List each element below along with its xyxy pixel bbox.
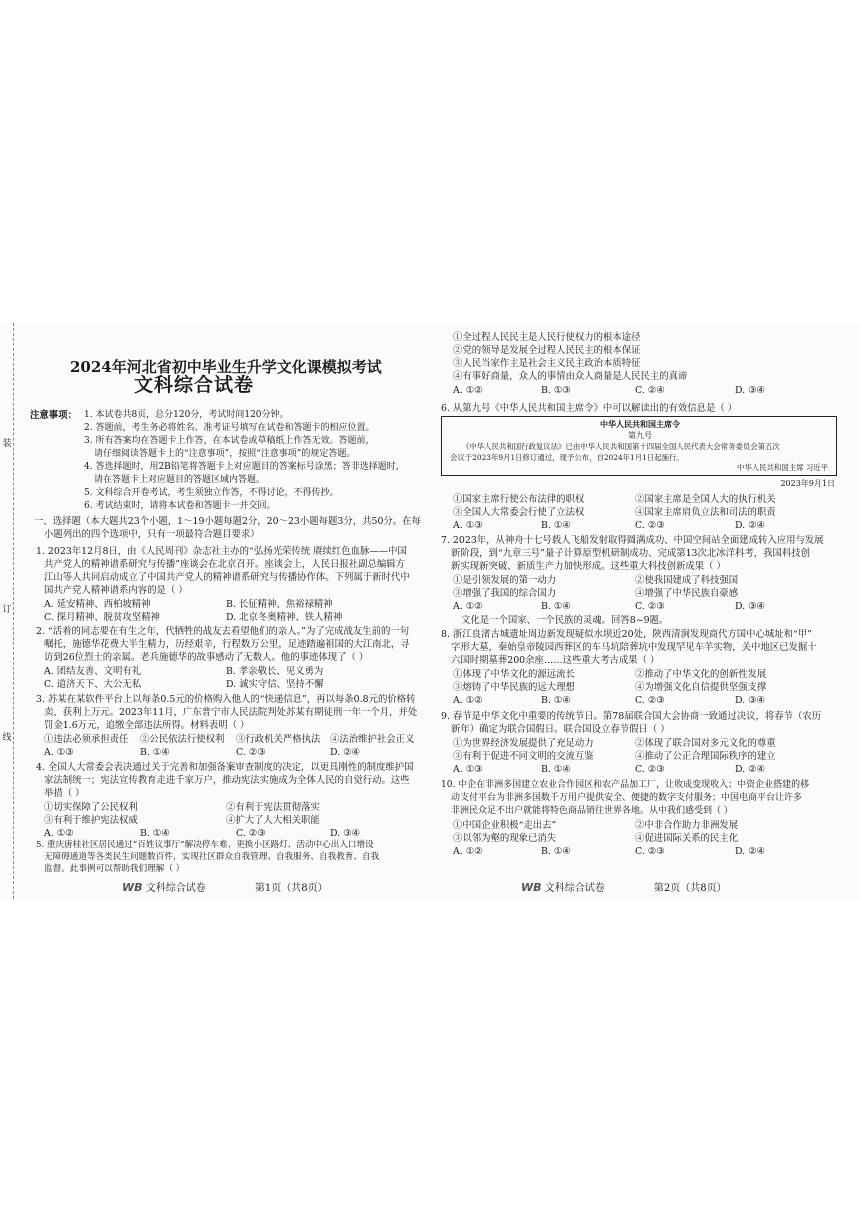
q8-statement-4: ④为增强文化自信提供坚强支撑 <box>635 682 767 693</box>
q4-line-2: 家法制统一；宪法宣传教育走进千家万户，推动宪法实施成为全体人民的自觉行动。这些 <box>44 775 410 786</box>
q5-statement-2: ②党的领导是发展全过程人民民主的根本保证 <box>453 345 641 356</box>
note-5: 5. 文科综合开卷考试，考生须独立作答，不得讨论，不得传抄。 <box>84 488 339 498</box>
q1-line-3: 江山等人共同启动成立了中国共产党人的精神谱系研究与传播协作体。下列属于新时代中 <box>44 572 410 583</box>
q3-line-1: 3. 苏某在某软件平台上以每条0.5元的价格购入他人的“快递信息”，再以每条0.8元的价格转 <box>36 694 416 705</box>
footer-page-number: 第2页（共8页） <box>653 883 727 894</box>
q1-line-1: 1. 2023年12月8日，由《人民周刊》杂志社主办的“弘扬光荣传统 赓续红色血脉——中国 <box>36 546 407 557</box>
q4-line-3: 举措（ ） <box>44 788 85 799</box>
note-1: 1. 本试卷共8页，总分120分，考试时间120分钟。 <box>84 410 289 420</box>
q7-option-b: B. ①④ <box>541 601 571 612</box>
decree-number: 第九号 <box>628 431 652 440</box>
q4-line-1: 4. 全国人大常委会表决通过关于完善和加强备案审查制度的决定，以更具刚性的制度维护国 <box>36 762 414 773</box>
decree-heading: 中华人民共和国主席令 <box>600 419 680 429</box>
q5-option-c: C. ②④ <box>635 385 665 396</box>
q7-statement-2: ②使我国建成了科技强国 <box>635 575 739 586</box>
q7-line-3: 新实现新突破、新质生产力加快形成。这些重大科技创新成果（ ） <box>451 561 726 572</box>
q2-line-2: 嘱托，施德华花费大半生精力，历经艰辛，行程数万公里，足迹踏遍祖国的大江南北，寻 <box>44 639 410 650</box>
q7-line-1: 7. 2023年，从神舟十七号载人飞船发射取得圆满成功、中国空间站全面建成转入应用与发展 <box>441 535 824 546</box>
q3-line-2: 卖，获利上万元。2023年11月，广东普宁市人民法院判处苏某有期徒刑一年一个月，并处 <box>44 707 418 718</box>
section-1-heading-2: 小题列出的四个选项中，只有一项最符合题目要求） <box>44 529 260 540</box>
q8-line-2: 字形大墓，秦始皇帝陵园西葬区的车马坑陪葬坑中发现罕见车羊实物，关中地区已发掘十 <box>451 642 817 653</box>
q8-option-d: D. ③④ <box>735 695 765 706</box>
q4-option-a: A. ①② <box>44 828 74 839</box>
decree-body-1: 《中华人民共和国行政复议法》已由中华人民共和国第十四届全国人民代表大会常务委员会第五次 <box>462 442 780 451</box>
q10-line-1: 10. 中企在非洲多国建立农业合作园区和农产品加工厂，让收成变现收入；中资企业搭建的移 <box>441 780 810 790</box>
q5-option-b: B. ①③ <box>541 385 571 396</box>
q6-option-b: B. ①④ <box>541 520 571 531</box>
q8-statement-2: ②推动了中华文化的创新性发展 <box>635 669 767 680</box>
q6-statement-3: ③全国人大常委会行使了立法权 <box>453 507 585 518</box>
note-4b: 请在答题卡上对应题目的答题区域内答题。 <box>94 475 266 485</box>
margin-word-zhuang: 装 <box>2 439 12 449</box>
decree-body-2: 会议于2023年9月1日修订通过，现予公布，自2024年1月1日起施行。 <box>450 453 684 462</box>
q6-option-d: D. ②④ <box>735 520 765 531</box>
q2-option-b: B. 孝亲敬长、见义勇为 <box>226 666 324 677</box>
q10-option-a: A. ①② <box>453 846 483 857</box>
q6-statement-2: ②国家主席是全国人大的执行机关 <box>635 494 776 505</box>
q8-option-b: B. ①④ <box>541 695 571 706</box>
q3-statement-4: ④法治维护社会正义 <box>330 734 415 745</box>
q3-statement-2: ②公民依法行使权利 <box>140 734 225 745</box>
q8-statement-3: ③熔铸了中华民族的远大理想 <box>453 682 575 693</box>
q7-option-c: C. ②③ <box>635 601 665 612</box>
q6-option-a: A. ①③ <box>453 520 483 531</box>
q9-statement-3: ③有利于促进不同文明的交流互鉴 <box>453 751 594 762</box>
q9-line-2: 新年）确定为联合国假日。联合国设立春节假日（ ） <box>451 724 670 735</box>
q8-option-a: A. ①② <box>453 695 483 706</box>
q5-statement-4: ④有事好商量，众人的事情由众人商量是人民民主的真谛 <box>453 371 688 382</box>
q4-statement-3: ③有利于维护宪法权威 <box>44 815 138 826</box>
q8-statement-1: ①体现了中华文化的源远流长 <box>453 669 575 680</box>
q7-option-a: A. ①② <box>453 601 483 612</box>
q7-statement-3: ③增强了我国的综合国力 <box>453 588 557 599</box>
presidential-decree-box <box>441 416 837 476</box>
footer-brand-logo: WB <box>521 881 542 894</box>
q4-statement-4: ④扩大了人大相关职能 <box>226 815 320 826</box>
q7-statement-4: ④增强了中华民族自豪感 <box>635 588 739 599</box>
decree-signer: 中华人民共和国主席 习近平 <box>736 463 828 472</box>
q7-option-d: D. ③④ <box>735 601 765 612</box>
section-1-heading: 一、选择题（本大题共23个小题，1～19小题每题2分，20～23小题每题3分，共50分。在每 <box>34 516 421 527</box>
page-2 <box>441 323 839 899</box>
q6-statement-4: ④国家主席肩负立法和司法的职责 <box>635 507 776 518</box>
notes-label: 注意事项： <box>30 410 77 421</box>
q5-option-a: A. ①② <box>453 385 483 396</box>
q2-line-3: 访到26位烈士的亲属。老兵施德华的故事感动了无数人。他的事迹体现了（ ） <box>44 652 369 663</box>
q7-line-2: 新阶段，到“九章三号”量子计算原型机研制成功、完成第13次北冰洋科考，我国科技创 <box>451 548 811 559</box>
note-4: 4. 答选择题时，用2B铅笔将答题卡上对应题目的答案标号涂黑；答非选择题时， <box>84 462 405 472</box>
exam-sheet <box>0 323 860 899</box>
margin-word-ding: 订 <box>2 605 12 615</box>
decree-date: 2023年9月1日 <box>780 479 835 488</box>
q3-option-c: C. ②③ <box>236 747 266 758</box>
q9-statement-1: ①为世界经济发展提供了充足动力 <box>453 738 594 749</box>
q8-line-3: 六国时期墓葬200余座……这些重大考古成果（ ） <box>451 655 660 666</box>
q2-option-a: A. 团结友善、文明有礼 <box>44 666 142 677</box>
q5-statement-3: ③人民当家作主是社会主义民主政治本质特征 <box>453 358 641 369</box>
q3-statement-3: ③行政机关严格执法 <box>236 734 321 745</box>
q4-option-c: C. ②③ <box>236 828 266 839</box>
q4-option-b: B. ①④ <box>140 828 170 839</box>
footer-exam-name: 文科综合试卷 <box>544 883 605 894</box>
note-3b: 请仔细阅读答题卡上的“注意事项”，按照“注意事项”的规定答题。 <box>94 449 356 459</box>
note-3: 3. 所有答案均在答题卡上作答，在本试卷或草稿纸上作答无效。答题前， <box>84 436 375 446</box>
q1-option-b: B. 长征精神、焦裕禄精神 <box>226 599 333 610</box>
q1-option-c: C. 探月精神、脱贫攻坚精神 <box>44 612 160 623</box>
q3-option-d: D. ②④ <box>330 747 360 758</box>
q9-statement-2: ②体现了联合国对多元文化的尊重 <box>635 738 776 749</box>
page-1-footer <box>122 879 328 894</box>
footer-exam-name: 文科综合试卷 <box>145 883 206 894</box>
q6-option-c: C. ②③ <box>635 520 665 531</box>
q7-statement-1: ①是引领发展的第一动力 <box>453 575 557 586</box>
q5-statement-1: ①全过程人民民主是人民行使权力的根本途径 <box>453 332 641 343</box>
q10-option-b: B. ①④ <box>541 846 571 857</box>
q4-option-d: D. ③④ <box>330 828 360 839</box>
q9-option-d: D. ②④ <box>735 764 765 775</box>
q10-option-d: D. ②④ <box>735 846 765 857</box>
q8-9-intro: 文化是一个国家、一个民族的灵魂。回答8~9题。 <box>461 615 669 626</box>
q4-statement-2: ②有利于宪法贯彻落实 <box>226 802 320 813</box>
binding-margin <box>0 323 14 899</box>
q10-line-3: 非洲民众足不出户就能将特色商品销往世界各地。从中我们感受到（ ） <box>451 806 733 816</box>
page-2-footer <box>521 879 727 894</box>
q10-statement-2: ②中非合作助力非洲发展 <box>635 820 739 831</box>
q5-line-2: 无障碍通道等各类民生问题数百件，实现社区群众自我管理、自我服务、自我教育、自我 <box>44 852 380 862</box>
q9-option-b: B. ①④ <box>541 764 571 775</box>
q1-option-a: A. 延安精神、西柏坡精神 <box>44 599 151 610</box>
q10-statement-4: ④促进国际关系的民主化 <box>635 833 739 844</box>
q10-statement-1: ①中国企业积极“走出去” <box>453 820 557 831</box>
q1-line-2: 共产党人的精神谱系研究与传播”座谈会在北京召开。座谈会上，人民日报社副总编辑方 <box>44 559 406 570</box>
q2-option-c: C. 道济天下、大公无私 <box>44 679 142 690</box>
exam-title: 2024年河北省初中毕业生升学文化课模拟考试 <box>70 358 382 376</box>
q6-stem: 6. 从第九号《中华人民共和国主席令》中可以解读出的有效信息是（ ） <box>441 403 738 414</box>
q1-line-4: 国共产党人精神谱系内容的是（ ） <box>44 585 188 596</box>
q3-option-a: A. ①③ <box>44 747 74 758</box>
margin-word-xian: 线 <box>2 733 12 743</box>
q10-line-2: 动支付平台为非洲多国数千万用户提供安全、便捷的数字支付服务；中国电商平台让许多 <box>451 793 803 803</box>
footer-page-number: 第1页（共8页） <box>254 883 328 894</box>
q4-statement-1: ①切实保障了公民权利 <box>44 802 138 813</box>
q6-statement-1: ①国家主席行使公布法律的职权 <box>453 494 585 505</box>
note-2: 2. 答题前，考生务必将姓名、准考证号填写在试卷和答题卡的相应位置。 <box>84 423 375 433</box>
q2-line-1: 2. “活着的同志要在有生之年，代牺牲的战友去看望他们的亲人。”为了完成战友生前的一句 <box>36 626 410 637</box>
q8-option-c: C. ②③ <box>635 695 665 706</box>
q10-option-c: C. ②③ <box>635 846 665 857</box>
q9-line-1: 9. 春节是中华文化中重要的传统节日。第78届联合国大会协商一致通过决议，将春节（农历 <box>441 711 822 722</box>
q8-line-1: 8. 浙江良渚古城遗址周边新发现疑似水坝近20处，陕西清涧发现商代方国中心城址和“甲” <box>441 629 812 640</box>
q9-statement-4: ④推动了公正合理国际秩序的建立 <box>635 751 776 762</box>
q3-option-b: B. ①④ <box>140 747 170 758</box>
q5-line-3: 监督。此事例可以帮助我们理解（ ） <box>44 864 185 874</box>
q1-option-d: D. 北京冬奥精神、铁人精神 <box>226 612 343 623</box>
q3-line-3: 罚金1.6万元，追缴全部违法所得。材料表明（ ） <box>44 720 250 731</box>
q2-option-d: D. 诚实守信、坚持不懈 <box>226 679 324 690</box>
footer-brand-logo: WB <box>122 881 143 894</box>
q5-line-1: 5. 重庆唐桂社区居民通过“百姓议事厅”解决停车难、更换小区路灯、活动中心出入口增设 <box>36 840 374 850</box>
page-1 <box>30 323 422 899</box>
q3-statement-1: ①违法必须承担责任 <box>44 734 129 745</box>
q9-option-c: C. ②③ <box>635 764 665 775</box>
q5-option-d: D. ③④ <box>735 385 765 396</box>
q9-option-a: A. ①③ <box>453 764 483 775</box>
exam-subtitle: 文科综合试卷 <box>134 374 255 396</box>
q10-statement-3: ③以邻为壑的现象已消失 <box>453 833 557 844</box>
note-6: 6. 考试结束时，请将本试卷和答题卡一并交回。 <box>84 501 276 511</box>
